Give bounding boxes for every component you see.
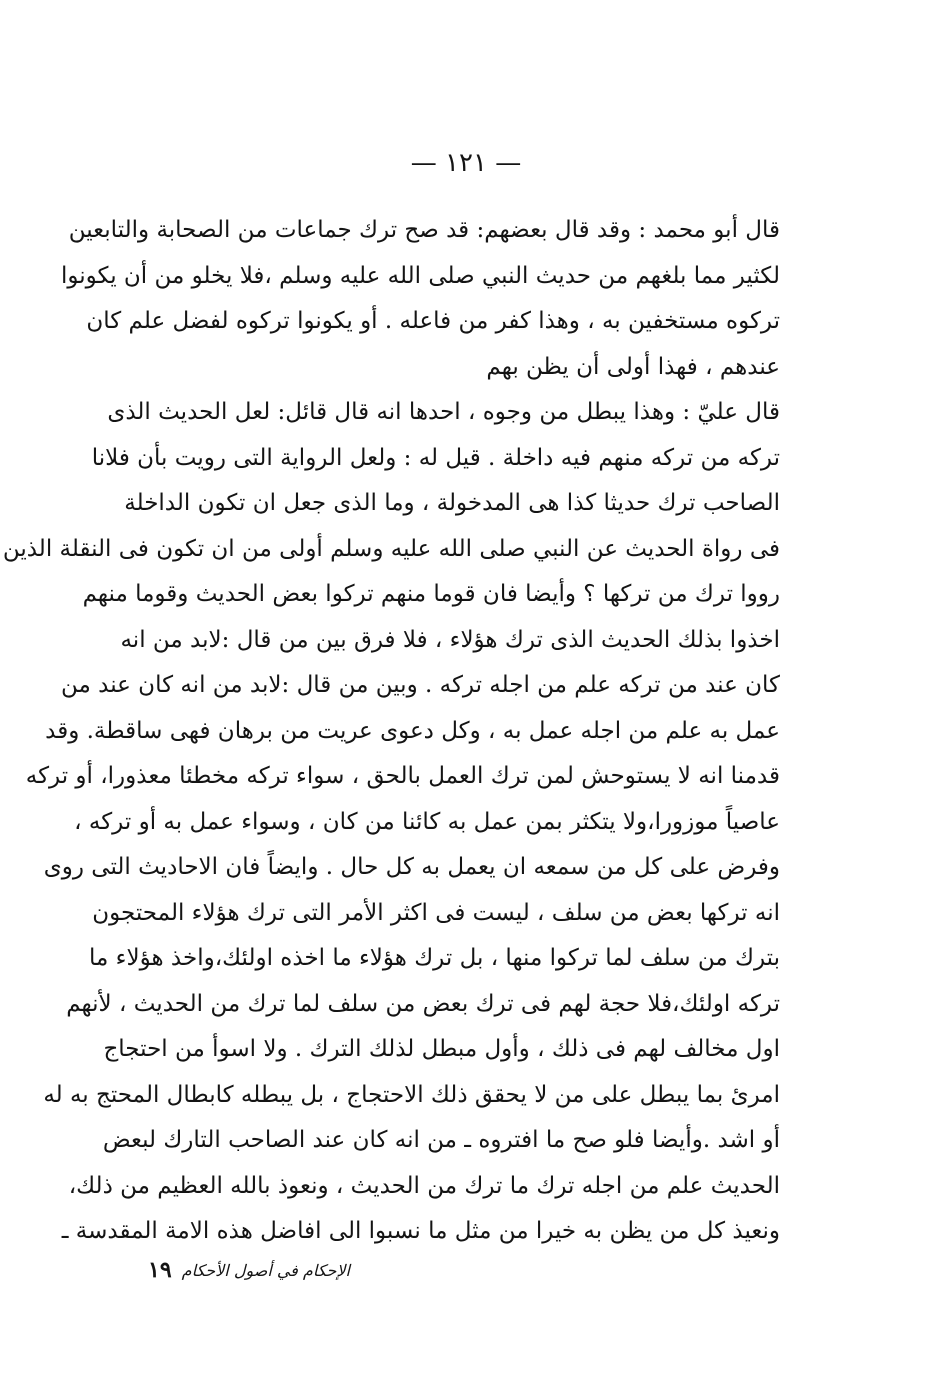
text-line: أو اشد .وأيضا فلو صح ما افتروه ـ من انه كان عند الصاحب التارك لبعض — [102, 1127, 780, 1153]
text-line: امرئ بما يبطل على من لا يحقق ذلك الاحتجاج ، بل يبطله كابطال المحتج به له — [43, 1081, 780, 1108]
text-line: انه تركها بعض من سلف ، ليست فى اكثر الأمر التى ترك هؤلاء المحتجون — [92, 899, 780, 926]
text-line: تركوه مستخفين به ، وهذا كفر من فاعله . أو يكونوا تركوه لفضل علم كان — [86, 308, 780, 334]
text-line: الحديث علم من اجله ترك ما ترك من الحديث ، ونعوذ بالله العظيم من ذلك، — [68, 1172, 780, 1199]
text-line: عاصياً موزورا،ولا يتكثر بمن عمل به كائنا من كان ، وسواء عمل به أو تركه ، — [74, 808, 780, 835]
page-number: — ١٢١ — — [410, 148, 522, 178]
text-line: اخذوا بذلك الحديث الذى ترك هؤلاء ، فلا فرق بين من قال :لابد من انه — [120, 626, 780, 653]
text-line: تركه اولئك،فلا حجة لهم فى ترك بعض من سلف لما ترك من الحديث ، لأنهم — [66, 990, 780, 1017]
text-line: لكثير مما بلغهم من حديث النبي صلى الله عليه وسلم ،فلا يخلو من أن يكونوا — [60, 262, 780, 289]
text-line: تركه من تركه منهم فيه داخلة . قيل له : ولعل الرواية التى رويت بأن فلانا — [91, 444, 780, 471]
text-line: كان عند من تركه علم من اجله تركه . وبين من قال :لابد من انه كان عند من — [61, 672, 780, 698]
text-line: رووا ترك من تركها ؟ وأيضا فان قوما منهم تركوا بعض الحديث وقوما منهم — [82, 581, 780, 607]
text-line: قدمنا انه لا يستوحش لمن ترك العمل بالحق ، سواء تركه مخطئا معذورا، أو تركه — [25, 763, 780, 789]
text-line: فى رواة الحديث عن النبي صلى الله عليه وسلم أولى من ان تكون فى النقلة الذين — [2, 535, 780, 562]
text-line: وفرض على كل من سمعه ان يعمل به كل حال . وايضاً فان الاحاديث التى روى — [43, 854, 780, 880]
text-line: قال أبو محمد : وقد قال بعضهم: قد صح ترك جماعات من الصحابة والتابعين — [68, 217, 780, 243]
text-line: ونعيذ كل من يظن به خيرا من مثل ما نسبوا الى افاضل هذه الامة المقدسة ـ — [61, 1218, 780, 1244]
text-line: بترك من سلف لما تركوا منها ، بل ترك هؤلاء ما اخذه اولئك،واخذ هؤلاء ما — [89, 945, 780, 971]
book-title-logo: الإحكام في أصول الأحكام — [181, 1260, 350, 1280]
text-line: عندهم ، فهذا أولى أن يظن بهم — [486, 353, 780, 380]
signature-number: ١٩ — [148, 1257, 172, 1283]
text-line: الصاحب ترك حديثا كذا هى المدخولة ، وما الذى جعل ان تكون الداخلة — [124, 490, 780, 516]
body-text — [2, 208, 780, 1255]
text-line: اول مخالف لهم فى ذلك ، وأول مبطل لذلك الترك . ولا اسوأ من احتجاج — [103, 1036, 780, 1062]
text-line: قال عليّ : وهذا يبطل من وجوه ، احدها انه قال قائل: لعل الحديث الذى — [107, 399, 780, 425]
page-footer — [150, 1250, 350, 1290]
text-line: عمل به علم من اجله عمل به ، وكل دعوى عريت من برهان فهى ساقطة. وقد — [45, 717, 780, 744]
